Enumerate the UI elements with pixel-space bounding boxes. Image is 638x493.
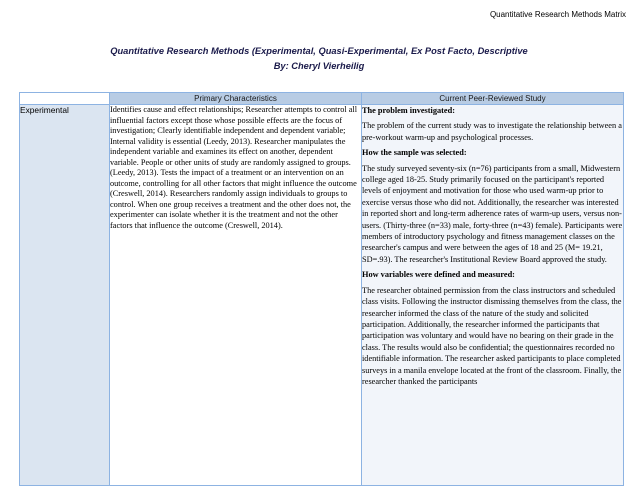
header-cell-peer-reviewed-study: Current Peer-Reviewed Study: [362, 93, 624, 105]
title-line-1: Quantitative Research Methods (Experimental, Quasi-Experimental, Ex Post Facto, Descriptive: [110, 46, 528, 56]
sample-text: The study surveyed seventy-six (n=76) participants from a small, Midwestern college aged 18-25. Study primarily focused on the participant's reported levels of enjoyment and motivation for those who used warm-up prior to exercise versus those who did not. Additionally, the researcher was interested in reported short and long-term adherence rates of warm-up users, versus non-users. (Thirty-three (n=33) male, forty-three (n=43) female). Participants were members of introductory psychology and fitness management classes on the researcher's campus and were between the ages of 18 and 25 (M= 19.21, SD=.93). The researcher's Institutional Review Board approved the study.: [362, 163, 623, 264]
primary-characteristics-cell: Identifies cause and effect relationships; Researcher attempts to control all influential factors except those whose possible effects are the focus of investigation; Clearly identifiable independent and dependent variable; Internal validity is essential (Leedy, 2013). Researcher manipulates the independent variable and examines its effect on another, dependent variable. People or other units of study are randomly assigned to groups. (Leedy, 2013). Tests the impact of a treatment or an intervention on an outcome, controlling for all other factors that might influence the outcome (Creswell, 2014). Researchers randomly assign individuals to groups to control. When one group receives a treatment and the other does not, the experimenter can isolate whether it is the treatment and not the other factors that influence the outcome (Creswell, 2014).: [110, 105, 362, 486]
variables-text: The researcher obtained permission from the class instructors and scheduled class visits. Following the instructor dismissing themselves from the class, the researcher informed the class of the nature of the study and solicited participation. Additionally, the researcher informed the participants that participation was voluntary and would have no bearing on their grade in the class. The results would also be confidential; the questionnaires recorded no identifiable information. The researcher asked participants to place completed surveys in a manila envelope located at the front of the classroom. Finally, the researcher thanked the participants: [362, 285, 622, 386]
table-header-row: [20, 93, 624, 105]
problem-heading: The problem investigated:: [362, 106, 455, 115]
variables-heading: How variables were defined and measured:: [362, 270, 515, 280]
title-author-line: By: Cheryl Vierheilig: [273, 61, 365, 71]
running-header: Quantitative Research Methods Matrix: [489, 10, 626, 19]
sample-heading: How the sample was selected:: [362, 148, 467, 158]
document-title: [0, 44, 638, 74]
header-cell-corner: [20, 93, 110, 105]
table-row-experimental: [20, 105, 624, 486]
header-cell-primary-characteristics: Primary Characteristics: [110, 93, 362, 105]
peer-reviewed-study-cell: [362, 105, 624, 486]
row-label-experimental: Experimental: [20, 105, 110, 486]
methods-matrix-table: [19, 92, 624, 486]
problem-text: The problem of the current study was to investigate the relationship between a pre-workout warm-up and psychological processes.: [362, 121, 622, 142]
